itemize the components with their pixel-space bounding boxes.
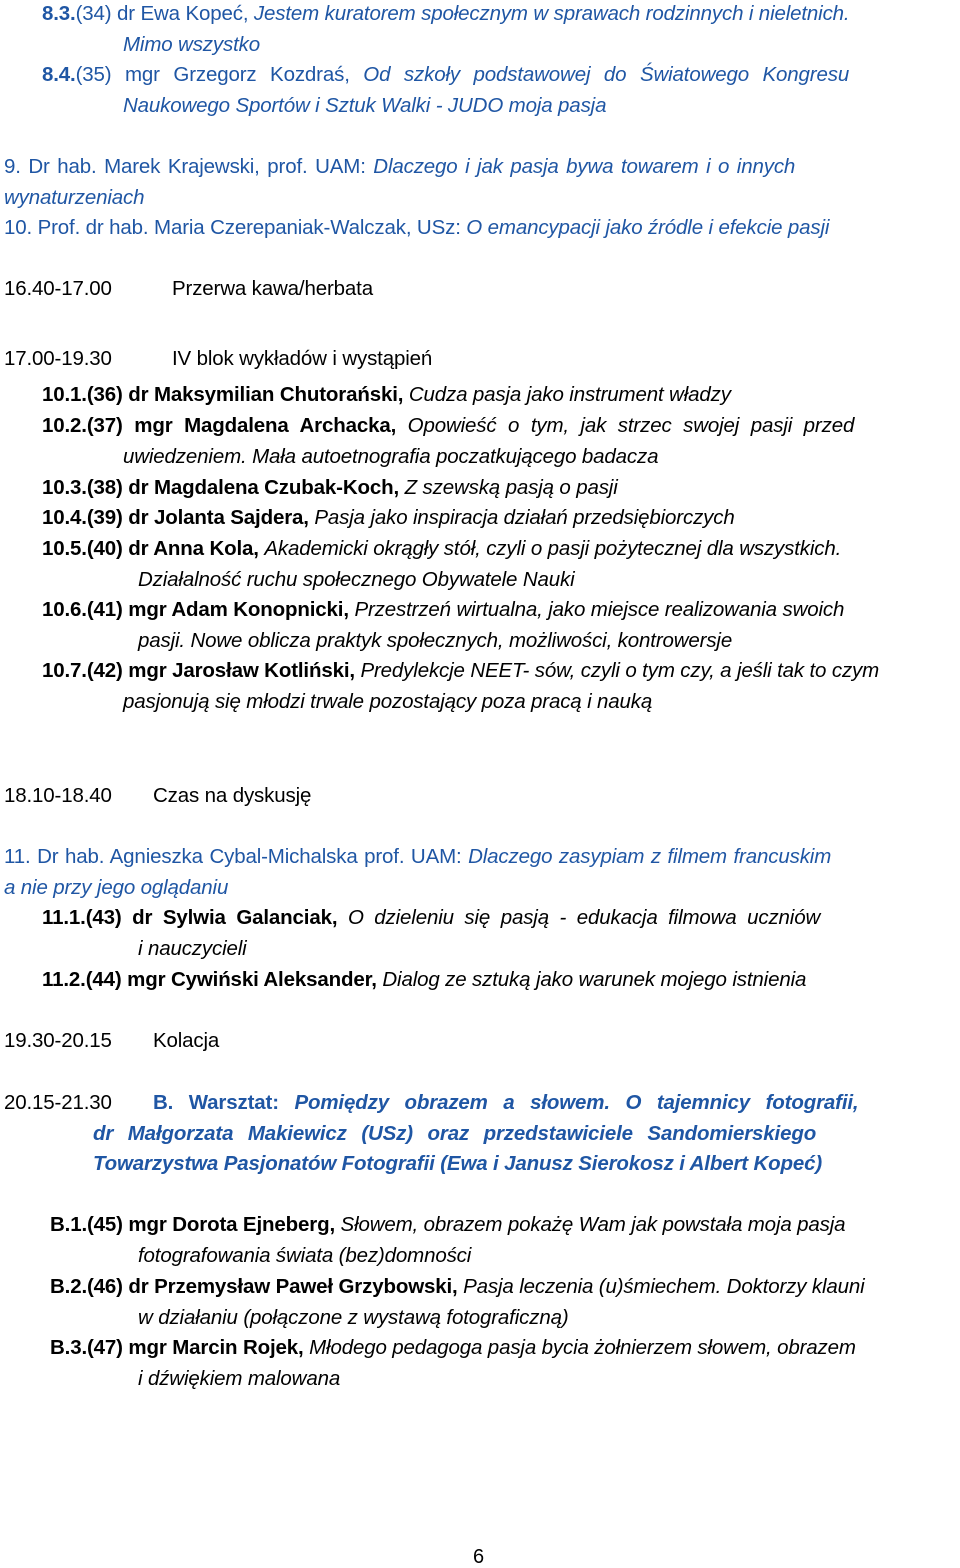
item-8-4 [42,63,849,87]
break-label: Kolacja [153,1029,220,1052]
speaker: (44) mgr Cywiński Aleksander, [85,968,377,991]
talk-number: 10.3. [42,476,87,499]
item-number: 8.3. [42,2,76,25]
talk-b-1 [50,1213,845,1237]
talk-10-1 [42,383,731,407]
break-time: 18.10-18.40 [4,784,112,807]
talk-number: 11.2. [42,968,86,991]
talk-title-cont: pasjonują się młodzi trwale pozostający poza pracą i nauką [123,690,653,713]
talk-title: Pasja leczenia (u)śmiechem. Doktorzy klauni [463,1275,865,1298]
speaker: (42) mgr Jarosław Kotliński, [86,659,355,682]
lecturer-degree: 10. Prof. dr hab. [4,216,149,239]
workshop-lead: B. Warsztat: [153,1091,279,1114]
talk-title: Predylekcje NEET- sów, czyli o tym czy, a jeśli tak to czym [360,659,880,682]
break-label: Czas na dyskusję [153,784,312,807]
item-number: 8.4. [42,63,76,86]
break-time: 16.40-17.00 [4,277,112,300]
talk-number: 10.4. [42,506,87,529]
speaker: (45) mgr Dorota Ejneberg, [87,1213,335,1236]
workshop-line-2: dr Małgorzata Makiewicz (USz) oraz przedstawiciele Sandomierskiego [93,1122,817,1145]
talk-title: Słowem, obrazem pokażę Wam jak powstała moja pasja [340,1213,846,1236]
block-label: IV blok wykładów i wystąpień [172,347,433,370]
lecturer: 11. Dr hab. Agnieszka Cybal-Michalska prof. UAM: [4,845,462,868]
item-8-3 [42,2,849,26]
workshop-subtitle: O tajemnicy fotografii, [625,1091,859,1114]
talk-10-6 [42,598,844,622]
talk-number: B.1. [50,1213,87,1236]
speaker: (36) dr Maksymilian Chutorański, [86,383,404,406]
talk-title-cont: fotografowania świata (bez)domności [138,1244,472,1267]
talk-10-2 [42,414,854,438]
item-9 [4,155,795,179]
workshop-time: 20.15-21.30 [4,1091,112,1114]
talk-title-cont: i nauczycieli [138,937,247,960]
break-label: Przerwa kawa/herbata [172,277,373,300]
talk-10-7 [42,659,879,683]
speaker: (37) mgr Magdalena Archacka, [86,414,397,437]
talk-title: Z szewską pasją o pasji [404,476,618,499]
talk-b-3 [50,1336,856,1360]
talk-title-cont: Działalność ruchu społecznego Obywatele Nauki [138,568,575,591]
talk-title: Cudza pasja jako instrument władzy [408,383,731,406]
workshop-title: Pomiędzy obrazem a słowem. [294,1091,610,1114]
talk-title-cont: pasji. Nowe oblicza praktyk społecznych, możliwości, kontrowersje [138,629,733,652]
talk-10-4 [42,506,735,530]
talk-title-cont: Mimo wszystko [123,33,261,56]
block-time: 17.00-19.30 [4,347,112,370]
workshop-line-1 [153,1091,858,1115]
talk-title-cont: uwiedzeniem. Mała autoetnografia poczatkującego badacza [123,445,659,468]
talk-number: 10.7. [42,659,87,682]
talk-title: Przestrzeń wirtualna, jako miejsce realizowania swoich [354,598,845,621]
talk-10-5 [42,537,841,561]
speaker: (34) dr Ewa Kopeć, [75,2,249,25]
lecture-title: O emancypacji jako źródle i efekcie pasji [466,216,830,239]
talk-title: Opowieść o tym, jak strzec swojej pasji przed [407,414,855,437]
talk-11-2 [42,968,806,992]
item-11 [4,845,831,869]
talk-number: 10.2. [42,414,87,437]
speaker: (38) dr Magdalena Czubak-Koch, [86,476,400,499]
page-number: 6 [473,1546,485,1568]
speaker: (40) dr Anna Kola, [86,537,259,560]
talk-title: O dzieleniu się pasją - edukacja filmowa uczniów [347,906,821,929]
lecture-title-cont: wynaturzeniach [4,186,145,209]
talk-title: Od szkoły podstawowej do Światowego Kongresu [363,63,850,86]
lecture-title: Dlaczego i jak pasja bywa towarem i o innych [373,155,796,178]
break-time: 19.30-20.15 [4,1029,112,1052]
talk-title: Młodego pedagoga pasja bycia żołnierzem słowem, obrazem [309,1336,856,1359]
talk-title-cont: w działaniu (połączone z wystawą fotograficzną) [138,1306,569,1329]
speaker: (46) dr Przemysław Paweł Grzybowski, [87,1275,458,1298]
talk-11-1 [42,906,820,930]
speaker: (47) mgr Marcin Rojek, [87,1336,304,1359]
talk-title-cont: Naukowego Sportów i Sztuk Walki - JUDO moja pasja [123,94,607,117]
talk-number: 11.1. [42,906,86,929]
speaker: (35) mgr Grzegorz Kozdraś, [75,63,350,86]
talk-b-2 [50,1275,865,1299]
talk-title: Dialog ze sztuką jako warunek mojego istnienia [382,968,807,991]
talk-title: Akademicki okrągły stół, czyli o pasji pożytecznej dla wszystkich. [264,537,842,560]
lecture-title: Dlaczego zasypiam z filmem francuskim [468,845,832,868]
talk-title-cont: i dźwiękiem malowana [138,1367,341,1390]
talk-title: Jestem kuratorem społecznym w sprawach rodzinnych i nieletnich. [253,2,850,25]
talk-number: B.2. [50,1275,87,1298]
lecturer: Maria Czerepaniak-Walczak, USz: [154,216,461,239]
talk-number: 10.1. [42,383,87,406]
lecture-title-cont: a nie przy jego oglądaniu [4,876,229,899]
speaker: (43) dr Sylwia Galanciak, [85,906,338,929]
talk-number: 10.6. [42,598,87,621]
talk-title: Pasja jako inspiracja działań przedsiębiorczych [314,506,735,529]
speaker: (39) dr Jolanta Sajdera, [86,506,309,529]
speaker: (41) mgr Adam Konopnicki, [86,598,349,621]
talk-10-3 [42,476,618,500]
talk-number: B.3. [50,1336,87,1359]
workshop-line-3: Towarzystwa Pasjonatów Fotografii (Ewa i Janusz Sierokosz i Albert Kopeć) [93,1152,823,1175]
lecturer: 9. Dr hab. Marek Krajewski, prof. UAM: [4,155,366,178]
talk-number: 10.5. [42,537,87,560]
item-10 [4,216,829,240]
